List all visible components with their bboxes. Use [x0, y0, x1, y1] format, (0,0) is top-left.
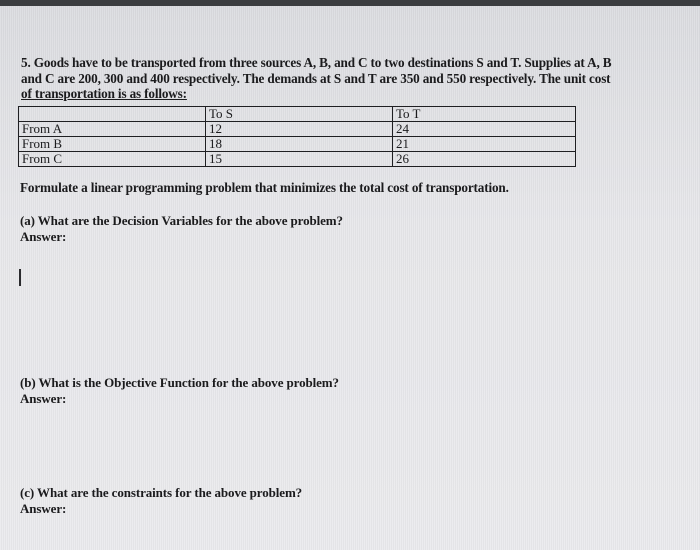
part-b-answer-label: Answer:	[20, 391, 67, 406]
table-row	[19, 152, 576, 167]
part-a-answer-label: Answer:	[20, 229, 67, 244]
cost-table	[18, 106, 576, 167]
part-c-prompt: (c) What are the constraints for the above problem?	[20, 485, 303, 500]
table-header-to-s: To S	[206, 107, 393, 122]
table-cell-to-t: 21	[393, 137, 576, 152]
question-line-1: Goods have to be transported from three sources A, B, and C to two destinations S and T. Supplies at A, B	[33, 55, 612, 70]
table-row	[19, 137, 576, 152]
table-cell-to-s: 15	[206, 152, 393, 167]
table-header-to-t: To T	[393, 107, 576, 122]
table-row-label: From A	[19, 122, 206, 137]
question-text	[21, 55, 693, 102]
table-row	[19, 122, 576, 137]
part-a	[20, 213, 343, 245]
question-number: 5.	[21, 55, 31, 70]
table-header-corner	[19, 107, 206, 122]
table-row-label: From B	[19, 137, 206, 152]
text-cursor	[19, 269, 21, 286]
table-header-row	[19, 107, 576, 122]
formulate-instruction: Formulate a linear programming problem that minimizes the total cost of transportation.	[20, 180, 509, 195]
table-cell-to-t: 24	[393, 122, 576, 137]
table-cell-to-t: 26	[393, 152, 576, 167]
table-cell-to-s: 12	[206, 122, 393, 137]
question-line-2: and C are 200, 300 and 400 respectively. The demands at S and T are 350 and 550 respectively. The unit cost	[21, 70, 611, 86]
part-b-prompt: (b) What is the Objective Function for the above problem?	[20, 375, 339, 390]
document-page	[0, 6, 700, 550]
part-c	[20, 485, 302, 517]
table-row-label: From C	[19, 152, 206, 167]
part-b	[20, 375, 339, 407]
table-cell-to-s: 18	[206, 137, 393, 152]
part-c-answer-label: Answer:	[20, 501, 67, 516]
question-line-3: of transportation is as follows:	[21, 86, 187, 101]
part-a-prompt: (a) What are the Decision Variables for the above problem?	[20, 213, 343, 228]
